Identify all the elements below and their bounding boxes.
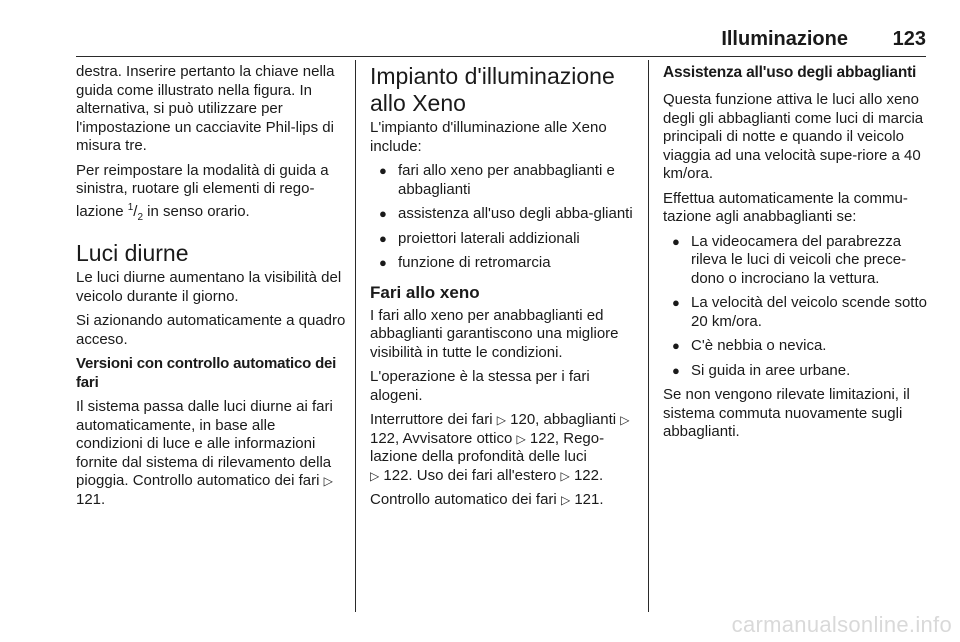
list-item: ● La videocamera del parabrezza rileva le luci di veicoli che prece-dono o incrociano la vettura. (672, 232, 907, 287)
bullet-icon: ● (672, 338, 680, 353)
fraction: $^1/_2$ (127, 201, 143, 223)
paragraph: Si azionando automaticamente a quadro acceso. (76, 312, 346, 348)
bullet-icon: ● (379, 163, 387, 178)
column-middle (370, 63, 640, 516)
paragraph: Il sistema passa dalle luci diurne ai fari automaticamente, in base alle condizioni di luce e alle informazioni fornite dal sistema di rilevamento della pioggia. Controllo automatico dei fari ▷ 121. (76, 398, 333, 508)
paragraph: Questa funzione attiva le luci allo xeno degli gli abbaglianti come luci di marcia principali di notte e quando il veicolo viaggia ad una velocità supe-riore a 40 km/ora. (663, 91, 924, 182)
paragraph: I fari allo xeno per anabbaglianti ed abbaglianti garantiscono una migliore visibilità in tutte le condizioni. (370, 306, 619, 361)
paragraph: L'operazione è la stessa per i fari alogeni. (370, 368, 590, 404)
column-right (663, 63, 928, 448)
paragraph: Per reimpostare la modalità di guida a sinistra, ruotare gli elementi di rego-lazione $^1/_2$ in senso orario. (76, 161, 329, 223)
page-reference[interactable]: 122, Avvisatore ottico (370, 429, 517, 447)
bullet-icon: ● (672, 295, 680, 310)
list-item: ● C'è nebbia o nevica. (672, 337, 827, 354)
subsection-heading: Fari allo xeno (370, 282, 480, 302)
triangle-right-icon: ▷ (620, 413, 630, 427)
bullet-list (663, 233, 928, 381)
paragraph: Effettua automaticamente la commu-tazione agli anabbaglianti se: (663, 189, 908, 225)
bullet-icon: ● (379, 255, 387, 270)
column-divider (355, 60, 356, 612)
list-item: ● funzione di retromarcia (379, 254, 551, 271)
paragraph: Interruttore dei fari ▷ 120, abbaglianti ▷ 122, Avvisatore ottico ▷ 122, Rego-lazione della profondità delle luci ▷ 122. Uso dei fari all'estero ▷ 122. (370, 411, 630, 484)
watermark: carmanualsonline.info (731, 612, 952, 637)
list-item: ● fari allo xeno per anabbaglianti e abbaglianti (379, 162, 615, 198)
page-reference[interactable]: 121. (76, 490, 106, 508)
section-heading: Impianto d'illuminazione allo Xeno (370, 63, 615, 116)
paragraph: L'impianto d'illuminazione alle Xeno include: (370, 119, 607, 155)
page-reference[interactable]: 120, abbaglianti (510, 411, 621, 428)
triangle-right-icon: ▷ (560, 493, 571, 507)
subheading: Assistenza all'uso degli abbaglianti (663, 64, 917, 81)
page-number: 123 (892, 28, 926, 50)
triangle-right-icon: ▷ (516, 431, 526, 446)
paragraph: Se non vengono rilevate limitazioni, il sistema commuta nuovamente sugli abbaglianti. (663, 386, 910, 440)
triangle-right-icon: ▷ (370, 468, 380, 483)
list-item: ● assistenza all'uso degli abba-glianti (379, 205, 633, 222)
paragraph: Controllo automatico dei fari ▷ 121. (370, 491, 604, 508)
list-item: ● Si guida in aree urbane. (672, 361, 851, 379)
column-left (76, 63, 346, 515)
section-heading: Luci diurne (76, 240, 189, 266)
bullet-list (370, 162, 640, 273)
page-reference[interactable]: 122, Rego-lazione della profondità delle luci (370, 429, 605, 465)
bullet-icon: ● (672, 233, 680, 249)
paragraph: destra. Inserire pertanto la chiave nella guida come illustrato nella figura. In alternativa, si può utilizzare per l'impostazione un cacciavite Phil-lips di misura tre. (76, 63, 335, 154)
list-item: ● La velocità del veicolo scende sotto 20 km/ora. (672, 294, 927, 330)
bullet-icon: ● (672, 362, 680, 378)
page-header (76, 26, 926, 57)
page-reference[interactable]: 121. (574, 491, 604, 508)
triangle-right-icon: ▷ (560, 468, 570, 483)
column-divider (648, 60, 649, 612)
subheading: Versioni con controllo automatico dei fari (76, 355, 337, 391)
bullet-icon: ● (379, 206, 387, 221)
bullet-icon: ● (379, 230, 387, 246)
section-title: Illuminazione (721, 28, 848, 50)
page-reference[interactable]: 122. Uso dei fari all'estero (383, 466, 561, 484)
paragraph: Le luci diurne aumentano la visibilità del veicolo durante il giorno. (76, 269, 342, 305)
triangle-right-icon: ▷ (323, 474, 333, 488)
triangle-right-icon: ▷ (496, 413, 506, 427)
list-item: ● proiettori laterali addizionali (379, 229, 580, 247)
page-reference[interactable]: 122. (573, 466, 604, 484)
